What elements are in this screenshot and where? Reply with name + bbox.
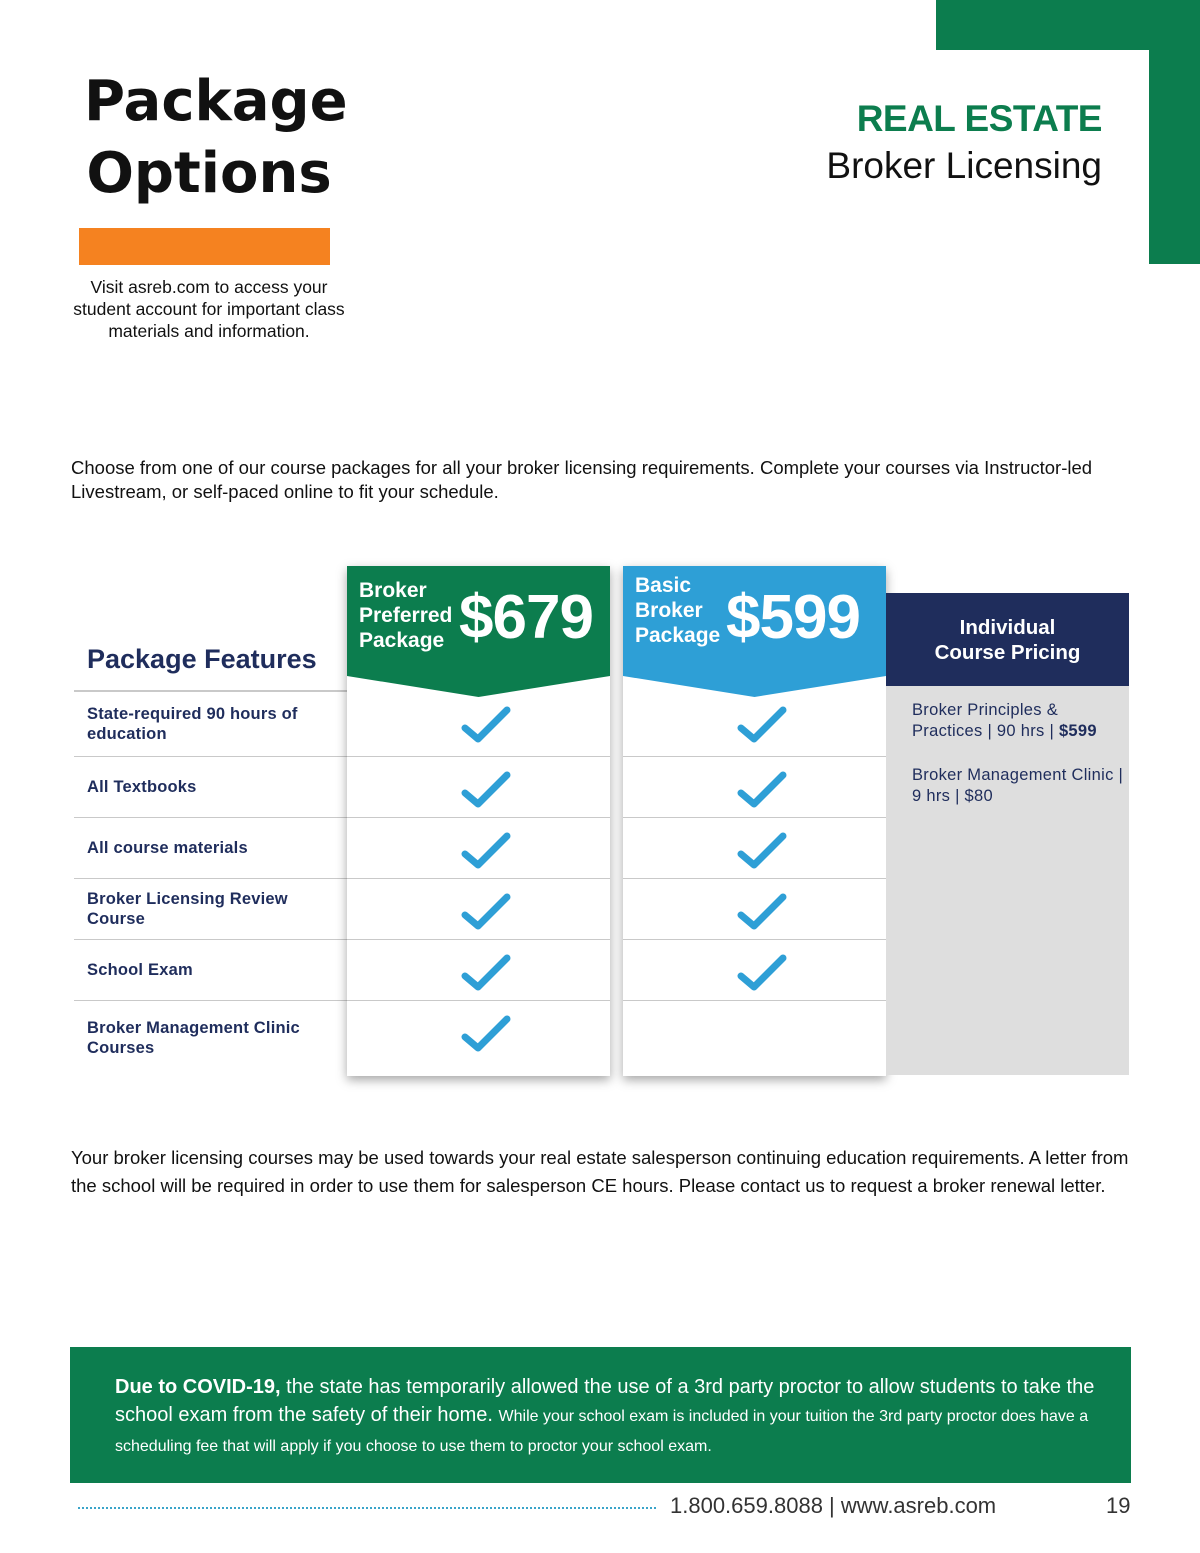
page-title-line1: Package	[84, 69, 348, 134]
checkmark-icon	[737, 771, 787, 811]
covid-notice	[70, 1347, 1131, 1483]
title-underline-bar	[79, 228, 330, 265]
header-accent-side-bar	[1149, 0, 1200, 264]
separator: |	[1044, 722, 1059, 740]
checkmark-icon	[461, 832, 511, 872]
feature-label: All course materials	[87, 839, 248, 857]
package-header	[347, 566, 610, 697]
checkmark-icon	[737, 893, 787, 933]
features-heading: Package Features	[87, 644, 317, 674]
package-cell	[347, 757, 610, 818]
package-cell	[347, 692, 610, 757]
covid-main: the state has temporarily allowed the use of a 3rd party proctor to allow students to take the school exam from the safety of their home.	[115, 1376, 1095, 1426]
category-subtitle: Broker Licensing	[826, 145, 1102, 186]
course-name: Broker Management Clinic	[912, 766, 1114, 784]
visit-note: Visit asreb.com to access your student account for important class materials and information.	[73, 277, 345, 341]
feature-row	[74, 1001, 347, 1075]
individual-course-item	[912, 765, 1124, 807]
course-price: $599	[1058, 722, 1097, 740]
checkmark-icon	[461, 893, 511, 933]
package-column	[623, 566, 886, 1076]
package-cell	[623, 1001, 886, 1075]
package-cell	[347, 1001, 610, 1075]
course-hours: 9 hrs	[912, 787, 951, 805]
covid-lead: Due to COVID-19,	[115, 1376, 281, 1398]
package-name-line: Broker	[359, 579, 427, 602]
checkmark-icon	[461, 706, 511, 746]
course-name: Broker Principles & Practices	[912, 701, 1058, 740]
checkmark-icon	[737, 954, 787, 994]
checkmark-icon	[737, 832, 787, 872]
page-title-line2: Options	[86, 141, 332, 206]
covid-notice-text	[115, 1373, 1100, 1461]
package-cell	[623, 757, 886, 818]
feature-row	[74, 940, 347, 1001]
feature-label: Broker Management Clinic Courses	[87, 1019, 300, 1057]
feature-label: Broker Licensing Review Course	[87, 890, 288, 928]
checkmark-icon	[461, 1015, 511, 1055]
renewal-note: Your broker licensing courses may be used towards your real estate salesperson continuing education requirements. A letter from the school will be required in order to use them for salesperson CE hours. Please contact us to request a broker renewal letter.	[71, 1147, 1129, 1196]
feature-label: School Exam	[87, 961, 193, 979]
package-cell	[347, 940, 610, 1001]
individual-pricing-heading	[886, 593, 1129, 686]
page-title	[84, 66, 348, 210]
package-cell	[623, 940, 886, 1001]
individual-pricing-panel	[886, 593, 1129, 1075]
page-number: 19	[1106, 1493, 1131, 1518]
footer-dotted-rule	[78, 1507, 656, 1509]
feature-row	[74, 692, 347, 757]
course-hours: 90 hrs	[996, 722, 1045, 740]
package-price: $679	[459, 583, 593, 652]
individual-course-item	[912, 700, 1124, 742]
footer-contact: 1.800.659.8088 | www.asreb.com	[670, 1493, 997, 1518]
individual-pricing-heading-text: Individual Course Pricing	[934, 615, 1081, 664]
feature-label: All Textbooks	[87, 778, 197, 796]
feature-label: State-required 90 hours of education	[87, 705, 298, 743]
package-cell	[623, 692, 886, 757]
package-name-line: Package	[359, 629, 445, 652]
package-cell	[623, 818, 886, 879]
separator: |	[950, 787, 965, 805]
checkmark-icon	[461, 771, 511, 811]
separator: |	[1113, 766, 1124, 784]
feature-row	[74, 879, 347, 940]
course-price: $80	[964, 787, 993, 805]
checkmark-icon	[461, 954, 511, 994]
category-title: REAL ESTATE	[856, 98, 1102, 139]
covid-detail: While your school exam is included in your tuition the 3rd party proctor does have a scheduling fee that will apply if you choose to use them to proctor your school exam.	[115, 1408, 1089, 1455]
package-cell	[623, 879, 886, 940]
package-cell	[347, 818, 610, 879]
package-header	[623, 566, 886, 697]
package-name-line: Basic	[635, 574, 692, 597]
separator: |	[982, 722, 997, 740]
package-name-line: Package	[635, 624, 721, 647]
package-column	[347, 566, 610, 1076]
package-cell	[347, 879, 610, 940]
intro-paragraph: Choose from one of our course packages for all your broker licensing requirements. Complete your courses via Instructor-led Livestream, or self-paced online to fit your schedule.	[71, 457, 1093, 502]
package-price: $599	[726, 583, 860, 652]
feature-row	[74, 757, 347, 818]
feature-row	[74, 818, 347, 879]
checkmark-icon	[737, 706, 787, 746]
package-name-line: Preferred	[359, 604, 453, 627]
package-name-line: Broker	[635, 599, 703, 622]
